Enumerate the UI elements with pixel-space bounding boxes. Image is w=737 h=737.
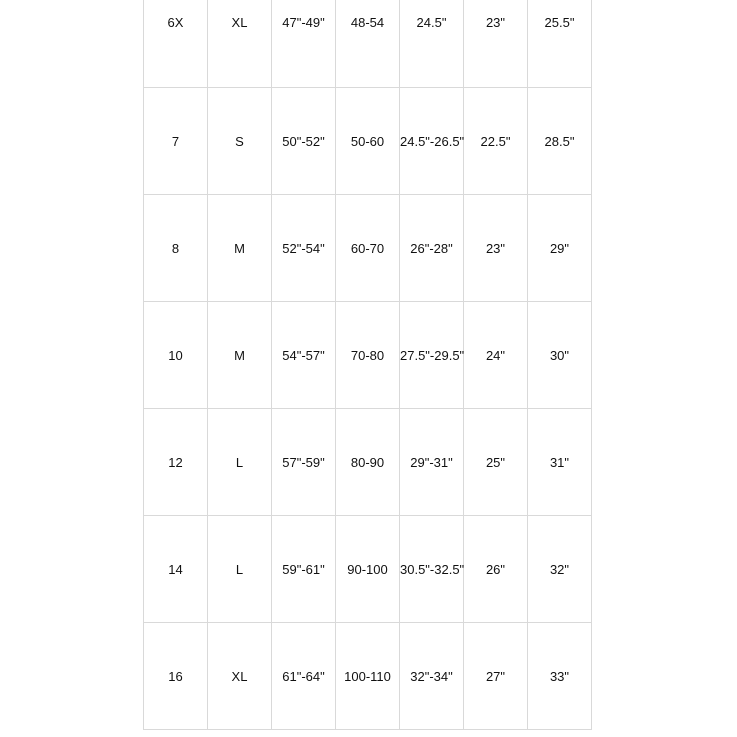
cell-value: M (234, 347, 245, 363)
table-cell (144, 516, 208, 623)
table-row (144, 195, 592, 302)
cell-value: 30.5"-32.5" (400, 561, 465, 577)
cell-value: 47"-49" (282, 14, 325, 30)
table-cell (336, 0, 400, 88)
table-row (144, 516, 592, 623)
table-cell (272, 302, 336, 409)
cell-value: 14 (168, 561, 183, 577)
cell-value: 30" (549, 347, 570, 363)
cell-value: 59"-61" (282, 561, 325, 577)
table-cell (336, 623, 400, 730)
table-cell (464, 623, 528, 730)
table-cell (208, 88, 272, 195)
table-cell (208, 623, 272, 730)
table-cell (272, 623, 336, 730)
table-cell (208, 0, 272, 88)
table-cell (144, 409, 208, 516)
cell-value: 100-110 (344, 668, 391, 684)
cell-value: 25" (485, 454, 506, 470)
cell-value: S (235, 133, 244, 149)
table-cell (336, 88, 400, 195)
cell-value: 90-100 (347, 561, 388, 577)
table-cell (144, 0, 208, 88)
table-cell (528, 0, 592, 88)
table-cell (272, 88, 336, 195)
table-cell (528, 623, 592, 730)
cell-value: 8 (171, 240, 180, 256)
table-cell (528, 302, 592, 409)
cell-value: 80-90 (350, 454, 385, 470)
cell-value: 7 (171, 133, 180, 149)
table-cell (208, 409, 272, 516)
table-row (144, 88, 592, 195)
cell-value: 6X (167, 14, 184, 30)
table-cell (272, 0, 336, 88)
size-chart-table (143, 0, 592, 730)
cell-value: 48-54 (350, 14, 385, 30)
table-row (144, 409, 592, 516)
cell-value: 61"-64" (282, 668, 325, 684)
cell-value: 16 (168, 668, 183, 684)
cell-value: 29" (549, 240, 570, 256)
cell-value: 54"-57" (282, 347, 325, 363)
cell-value: 70-80 (350, 347, 385, 363)
table-cell (400, 409, 464, 516)
cell-value: M (234, 240, 245, 256)
table-cell (208, 195, 272, 302)
table-cell (528, 88, 592, 195)
table-cell (144, 195, 208, 302)
cell-value: 12 (168, 454, 183, 470)
table-cell (336, 516, 400, 623)
table-cell (208, 516, 272, 623)
cell-value: L (235, 561, 244, 577)
table-cell (528, 409, 592, 516)
table-cell (464, 302, 528, 409)
cell-value: 33" (549, 668, 570, 684)
table-row (144, 0, 592, 88)
table-row (144, 302, 592, 409)
table-cell (144, 623, 208, 730)
cell-value: XL (231, 668, 248, 684)
cell-value: 50-60 (350, 133, 385, 149)
table-cell (464, 195, 528, 302)
table-cell (464, 409, 528, 516)
table-cell (208, 302, 272, 409)
cell-value: 23" (485, 240, 506, 256)
cell-value: 52"-54" (282, 240, 325, 256)
table-cell (400, 516, 464, 623)
table-cell (464, 0, 528, 88)
cell-value: 10 (168, 347, 183, 363)
cell-value: XL (231, 14, 248, 30)
cell-value: 24.5" (416, 14, 447, 30)
cell-value: 31" (549, 454, 570, 470)
table-cell (400, 623, 464, 730)
cell-value: 27" (485, 668, 506, 684)
table-cell (272, 516, 336, 623)
cell-value: 22.5" (480, 133, 511, 149)
table-cell (464, 516, 528, 623)
table-cell (272, 409, 336, 516)
table-cell (336, 409, 400, 516)
cell-value: L (235, 454, 244, 470)
cell-value: 25.5" (544, 14, 575, 30)
cell-value: 26" (485, 561, 506, 577)
table-cell (400, 0, 464, 88)
table-cell (400, 88, 464, 195)
cell-value: 23" (485, 14, 506, 30)
table-cell (272, 195, 336, 302)
cell-value: 32" (549, 561, 570, 577)
cell-value: 26"-28" (410, 240, 453, 256)
table-cell (336, 302, 400, 409)
table-cell (400, 302, 464, 409)
table-cell (144, 302, 208, 409)
table-row (144, 623, 592, 730)
table-cell (528, 195, 592, 302)
cell-value: 29"-31" (410, 454, 453, 470)
table-cell (528, 516, 592, 623)
cell-value: 24.5"-26.5" (400, 133, 465, 149)
cell-value: 28.5" (544, 133, 575, 149)
table-cell (144, 88, 208, 195)
cell-value: 60-70 (350, 240, 385, 256)
table-cell (400, 195, 464, 302)
table-cell (464, 88, 528, 195)
cell-value: 57"-59" (282, 454, 325, 470)
cell-value: 27.5"-29.5" (400, 347, 465, 363)
size-chart-body (144, 0, 592, 730)
cell-value: 50"-52" (282, 133, 325, 149)
cell-value: 24" (485, 347, 506, 363)
cell-value: 32"-34" (410, 668, 453, 684)
table-cell (336, 195, 400, 302)
